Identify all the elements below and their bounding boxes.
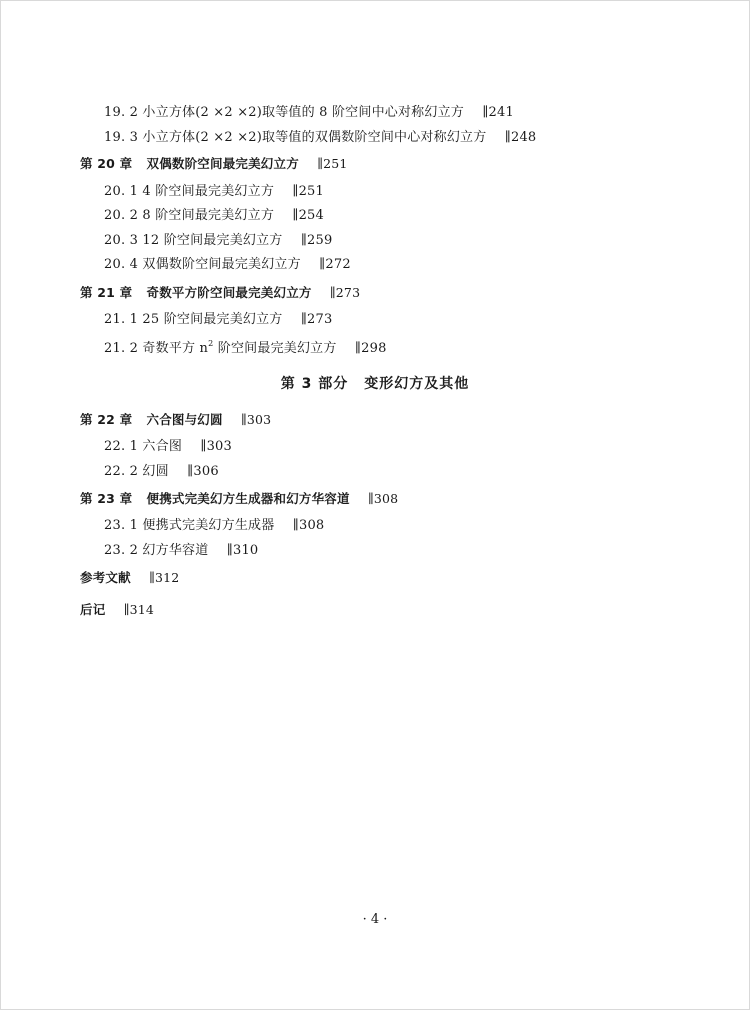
toc-entry-20-1[interactable] [104, 184, 324, 200]
toc-entry-22-1[interactable] [104, 439, 232, 455]
page-ref: ∥272 [319, 257, 351, 272]
section-number: 20. 1 [104, 184, 139, 199]
page-ref: ∥298 [354, 341, 387, 356]
section-number: 19. 2 [104, 105, 139, 120]
section-number: 22. 1 [104, 439, 139, 454]
toc-entry-21-1[interactable] [104, 312, 332, 328]
part-heading [0, 373, 750, 393]
chapter-number: 第 23 章 [80, 491, 133, 506]
page-ref: ∥314 [123, 602, 155, 617]
page-ref: ∥308 [292, 518, 325, 533]
page-ref: ∥308 [367, 491, 399, 506]
chapter-title: 双偶数阶空间最完美幻立方 [146, 156, 299, 171]
section-title: 4 阶空间最完美幻立方 [142, 184, 275, 199]
toc-entry-23-2[interactable] [104, 543, 258, 559]
page-ref: ∥312 [149, 570, 180, 585]
part-title: 变形幻方及其他 [364, 376, 470, 392]
section-title: 小立方体(2 ×2 ×2)取等值的双偶数阶空间中心对称幻立方 [142, 130, 487, 145]
section-title: 双偶数阶空间最完美幻立方 [142, 257, 301, 272]
page-ref: ∥273 [300, 312, 333, 327]
section-title: 8 阶空间最完美幻立方 [142, 208, 275, 223]
section-title [142, 341, 336, 356]
section-number: 23. 2 [104, 543, 139, 558]
chapter-title: 六合图与幻圆 [146, 412, 223, 427]
superscript-exponent: 2 [208, 339, 214, 348]
section-number: 20. 3 [104, 233, 139, 248]
toc-entry-20-2[interactable] [104, 208, 324, 224]
page-ref: ∥254 [292, 208, 324, 223]
toc-chapter-21[interactable] [80, 285, 360, 301]
section-title: 幻圆 [142, 464, 169, 479]
section-title: 六合图 [142, 439, 183, 454]
section-title: 25 阶空间最完美幻立方 [142, 312, 283, 327]
chapter-number: 第 20 章 [80, 156, 133, 171]
chapter-title: 便携式完美幻方生成器和幻方华容道 [146, 491, 350, 506]
toc-entry-19-2[interactable] [104, 105, 514, 121]
page-ref: ∥248 [504, 130, 537, 145]
section-number: 23. 1 [104, 518, 139, 533]
toc-entry-22-2[interactable] [104, 464, 219, 480]
toc-entry-20-3[interactable] [104, 233, 332, 249]
toc-afterword[interactable] [80, 602, 154, 618]
title-part: 奇数平方 n [142, 341, 209, 356]
toc-entry-19-3[interactable] [104, 130, 536, 146]
page-ref: ∥273 [329, 285, 361, 300]
toc-entry-23-1[interactable] [104, 518, 324, 534]
toc-chapter-20[interactable] [80, 156, 348, 172]
page-ref: ∥251 [317, 156, 348, 171]
page-ref: ∥259 [300, 233, 333, 248]
page-ref: ∥310 [226, 543, 259, 558]
page-ref: ∥303 [200, 439, 232, 454]
toc-entry-20-4[interactable] [104, 257, 351, 273]
section-title: 便携式完美幻方生成器 [142, 518, 275, 533]
part-label: 第 3 部分 [280, 376, 349, 392]
toc-chapter-22[interactable] [80, 412, 271, 428]
page-ref: ∥303 [240, 412, 272, 427]
page-number: · 4 · [362, 912, 388, 927]
chapter-title: 参考文献 [80, 570, 131, 585]
chapter-title: 后记 [80, 602, 106, 617]
section-title: 幻方华容道 [142, 543, 209, 558]
chapter-number: 第 22 章 [80, 412, 133, 427]
section-number: 19. 3 [104, 130, 139, 145]
section-number: 21. 1 [104, 312, 139, 327]
section-title: 12 阶空间最完美幻立方 [142, 233, 283, 248]
toc-chapter-23[interactable] [80, 491, 398, 507]
section-number: 20. 2 [104, 208, 139, 223]
toc-references[interactable] [80, 570, 179, 586]
toc-entry-21-2[interactable] [104, 336, 387, 357]
title-part: 阶空间最完美幻立方 [213, 341, 337, 356]
page-ref: ∥241 [482, 105, 514, 120]
chapter-title: 奇数平方阶空间最完美幻立方 [146, 285, 312, 300]
page-ref: ∥251 [292, 184, 324, 199]
section-number: 20. 4 [104, 257, 139, 272]
section-title: 小立方体(2 ×2 ×2)取等值的 8 阶空间中心对称幻立方 [142, 105, 464, 120]
page-ref: ∥306 [187, 464, 219, 479]
chapter-number: 第 21 章 [80, 285, 133, 300]
section-number: 21. 2 [104, 341, 139, 356]
section-number: 22. 2 [104, 464, 139, 479]
